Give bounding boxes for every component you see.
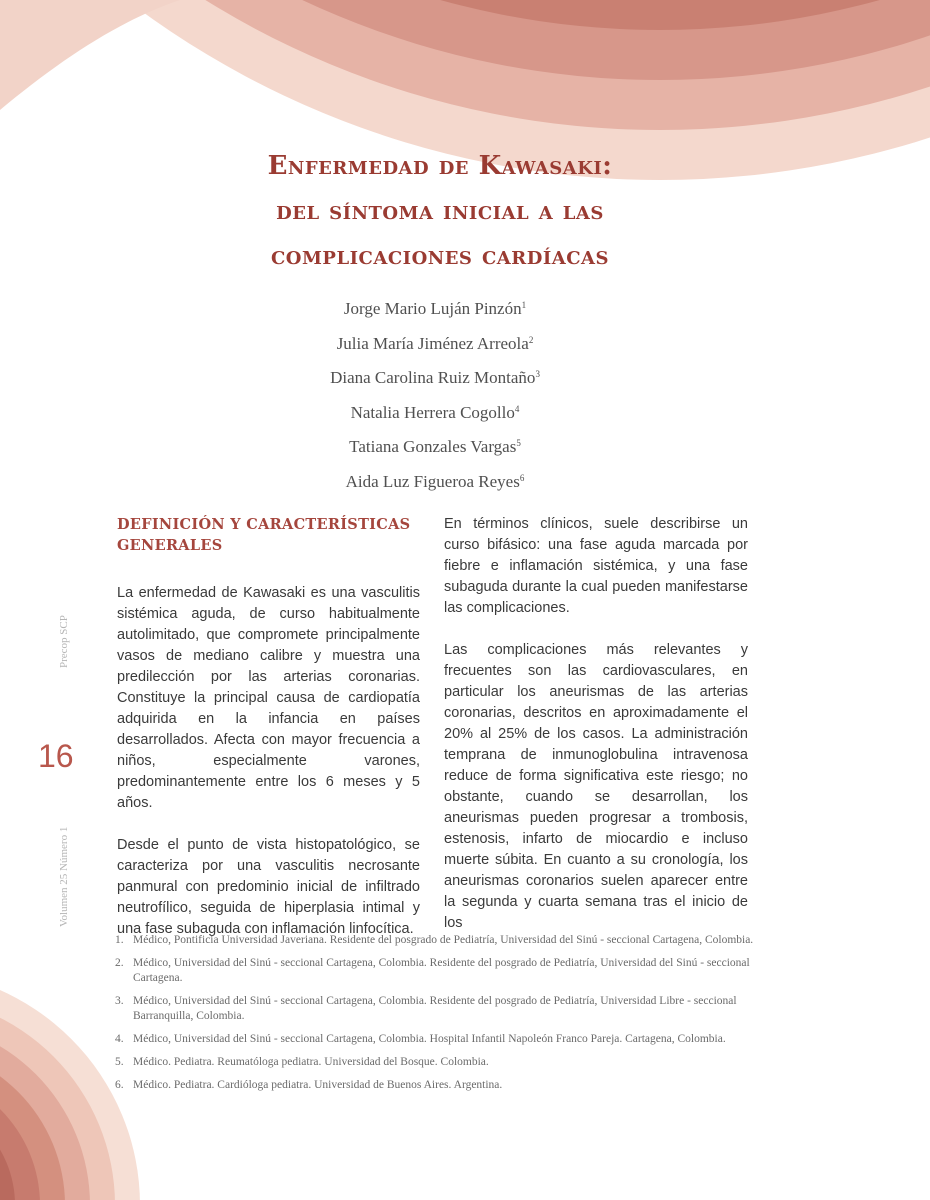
- author-name: Natalia Herrera Cogollo$^4$: [350, 402, 520, 422]
- body-paragraph: Las complicaciones más relevantes y frecuentes son las cardiovasculares, en particular los aneurismas de las arterias coronarias, descritos en aproximadamente el 20% al 25% de los casos. La administración temprana de inmunoglobulina intravenosa reduce de forma significativa este riesgo; no obstante, cuando se desarrollan, los aneurismas pueden progresar a trombosis, estenosis, infarto de miocardio e incluso muerte súbita. En cuanto a su cronología, los aneurismas coronarios suelen aparecer entre la segunda y cuarta semana tras el inicio de los: [444, 642, 748, 931]
- author-name: Diana Carolina Ruiz Montaño$^3$: [330, 368, 540, 387]
- author-name: Julia María Jiménez Arreola$^2$: [336, 333, 534, 353]
- footnote: [115, 1078, 755, 1093]
- author-ref: 6: [519, 472, 525, 483]
- body-paragraph: Desde el punto de vista histopatológico, se caracteriza por una vasculitis necrosante panmural con predominio inicial de infiltrado neutrofílico, seguida de hiperplasia intimal y una fase subaguda con inflamación linfocítica.: [117, 837, 420, 937]
- section-heading: DEFINICIÓN Y CARACTERÍSTICAS GENERALES: [117, 516, 411, 554]
- volume-info: Volumen 25 Número 1: [58, 826, 70, 927]
- author-ref: 4: [514, 403, 520, 414]
- title-line: del síntoma inicial a las: [276, 196, 604, 226]
- body-column-right: [444, 514, 748, 931]
- author-name: Jorge Mario Luján Pinzón$^1$: [343, 299, 527, 318]
- body-column-left: [117, 514, 420, 961]
- footnote-number: 4.: [115, 1033, 124, 1045]
- title-line: complicaciones cardíacas: [270, 241, 610, 271]
- footnote-number: 5.: [115, 1056, 124, 1068]
- journal-name: Precop SCP: [58, 615, 70, 668]
- footnote-text: Médico, Universidad del Sinú - seccional Cartagena, Colombia. Hospital Infantil Napoleón Franco Pareja. Cartagena, Colombia.: [133, 1033, 726, 1045]
- footnote-number: 6.: [115, 1079, 124, 1091]
- author-ref: 3: [535, 369, 540, 379]
- footnote: [115, 933, 755, 948]
- footnote: [115, 1032, 755, 1047]
- footnote: [115, 1055, 755, 1070]
- footnote-text: Médico, Pontificia Universidad Javeriana. Residente del posgrado de Pediatría, Universidad del Sinú - seccional Cartagena, Colombia.: [133, 934, 754, 946]
- footnote-number: 2.: [115, 957, 124, 969]
- author-list: [230, 290, 640, 497]
- body-paragraph: La enfermedad de Kawasaki es una vasculitis sistémica aguda, de curso habitualmente autolimitado, que compromete principalmente vasos de mediano calibre y muestra una predilección por las arterias coronarias. Constituye la principal causa de cardiopatía adquirida en la infancia en países desarrollados. Afecta con mayor frecuencia a niños, especialmente varones, predominantemente entre los 6 meses y 5 años.: [117, 585, 420, 811]
- article-title: [180, 144, 700, 279]
- author-name: Aida Luz Figueroa Reyes$^6$: [345, 471, 525, 491]
- body-paragraph: En términos clínicos, suele describirse un curso bifásico: una fase aguda marcada por fiebre e inflamación sistémica, y una fase subaguda durante la cual pueden manifestarse las complicaciones.: [444, 516, 748, 616]
- footnote-text: Médico, Universidad del Sinú - seccional Cartagena, Colombia. Residente del posgrado de Pediatría, Universidad del Sinú - seccional Cartagena.: [133, 957, 750, 984]
- footnote-text: Médico, Universidad del Sinú - seccional Cartagena, Colombia. Residente del posgrado de Pediatría, Universidad Libre - seccional Barranquilla, Colombia.: [133, 995, 737, 1022]
- title-line: Enfermedad de Kawasaki:: [267, 151, 613, 181]
- author-ref: 1: [521, 300, 527, 310]
- footnotes: [115, 933, 755, 1101]
- author-ref: 5: [516, 438, 521, 448]
- footnote-number: 3.: [115, 995, 124, 1007]
- footnote: [115, 994, 755, 1024]
- page-number: 16: [38, 738, 74, 774]
- footnote-text: Médico. Pediatra. Reumatóloga pediatra. Universidad del Bosque. Colombia.: [133, 1056, 489, 1068]
- author-name: Tatiana Gonzales Vargas$^5$: [349, 437, 521, 456]
- author-ref: 2: [528, 334, 534, 345]
- footnote-number: 1.: [115, 934, 124, 946]
- footnote: [115, 956, 755, 986]
- footnote-text: Médico. Pediatra. Cardióloga pediatra. Universidad de Buenos Aires. Argentina.: [133, 1079, 503, 1091]
